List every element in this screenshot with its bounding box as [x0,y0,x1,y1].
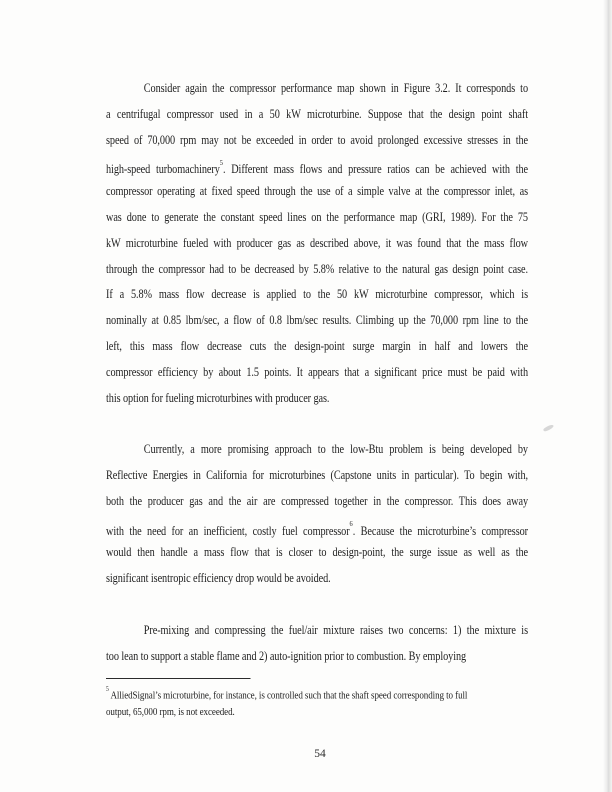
paragraph [106,437,612,592]
text-line: compressor efficiency by about 1.5 points. It appears that a significant price must be paid with [106,364,528,379]
text-line: a centrifugal compressor used in a 50 kW microturbine. Suppose that the design point shaft [106,106,528,121]
page-number: 54 [314,748,326,760]
text-line: left, this mass flow decrease cuts the design-point surge margin in half and lowers the [106,338,528,353]
text-line: was done to generate the constant speed lines on the performance map (GRI, 1989). For the 75 [106,209,528,224]
footnote-line: $^5$ AlliedSignal’s microturbine, for instance, is controlled such that the shaft speed corresponding to full [106,685,468,702]
paragraph [106,618,612,670]
text-line: Reflective Energies in California for microturbines (Capstone units in particular). To begin with, [106,467,528,482]
text-line: If a 5.8% mass flow decrease is applied to the 50 kW microturbine compressor, which is [106,287,528,302]
paragraph [106,76,612,411]
text-line: kW microturbine fueled with producer gas as described above, it was found that the mass flow [106,235,528,250]
text-line: through the compressor had to be decreased by 5.8% relative to the natural gas design point case. [106,261,528,276]
text-line: this option for fueling microturbines with producer gas. [106,390,330,405]
text-line: Currently, a more promising approach to the low-Btu problem is being developed by [143,442,528,457]
scan-edge-shadow [603,0,612,792]
text-line: would then handle a mass flow that is closer to design-point, the surge issue as well as the [106,545,528,560]
footnote-marker: 5 [219,157,223,167]
text-line: Pre-mixing and compressing the fuel/air mixture raises two concerns: 1) the mixture is [143,622,528,637]
text-line: too lean to support a stable flame and 2) auto-ignition prior to combustion. By employing [106,648,467,663]
body-text-column [106,76,612,669]
footnote-marker: 6 [349,518,353,528]
footnote-marker: 5 [106,685,109,693]
text-line: compressor operating at fixed speed through the use of a simple valve at the compressor inlet, as [106,184,528,199]
footnote-line: output, 65,000 rpm, is not exceeded. [106,706,235,719]
text-line: with the need for an inefficient, costly fuel compressor$^6$. Because the microturbine’s compressor [106,518,528,538]
footnote [106,678,528,721]
footnote-separator-rule [106,678,250,679]
text-line: high-speed turbomachinery$^5$. Different mass flows and pressure ratios can be achieved with the [106,157,528,177]
text-line: Consider again the compressor performance map shown in Figure 3.2. It corresponds to [143,81,528,95]
text-line: speed of 70,000 rpm may not be exceeded in order to avoid prolonged excessive stresses in the [106,132,528,147]
text-line: significant isentropic efficiency drop would be avoided. [106,571,331,586]
text-line: nominally at 0.85 lbm/sec, a flow of 0.8 lbm/sec results. Climbing up the 70,000 rpm line to the [106,313,528,328]
footnote-text [106,685,528,721]
text-line: both the producer gas and the air are compressed together in the compressor. This does away [106,493,528,508]
